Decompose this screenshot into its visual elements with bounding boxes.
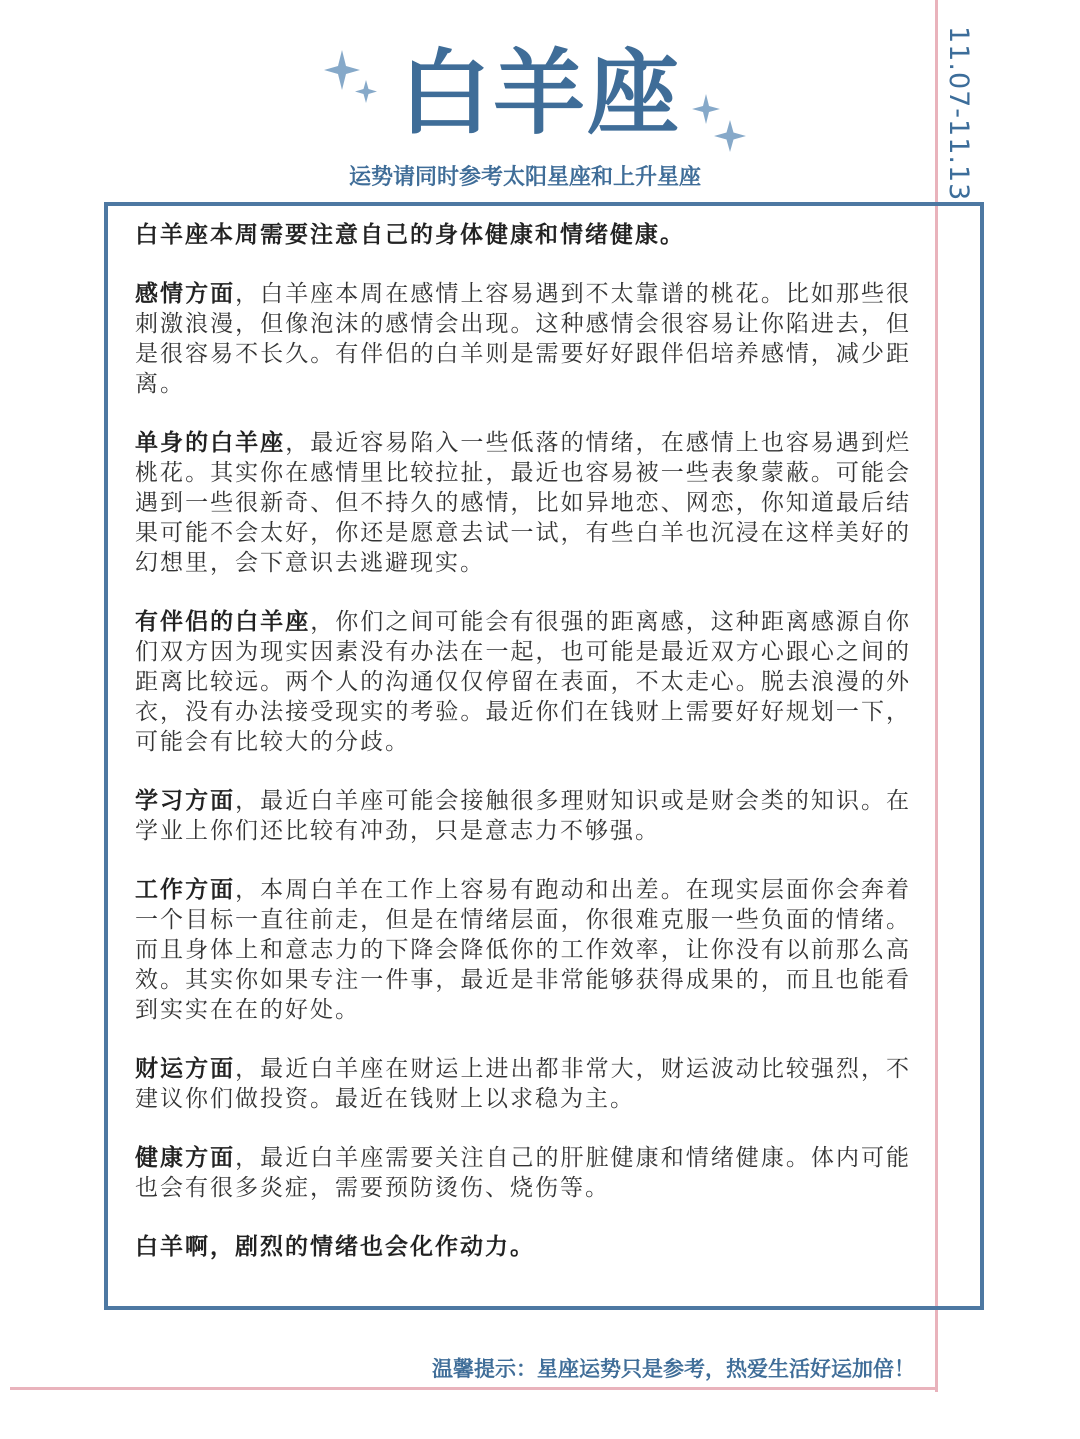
pink-horizontal-line xyxy=(10,1387,938,1390)
section-text: ，最近白羊座可能会接触很多理财知识或是财会类的知识。在学业上你们还比较有冲劲，只是意志力不够强。 xyxy=(135,788,912,844)
section-text: ，最近白羊座在财运上进出都非常大，财运波动比较强烈，不建议你们做投资。最近在钱财上以求稳为主。 xyxy=(135,1056,912,1112)
page-title: 白羊座 xyxy=(398,40,681,147)
sparkle-icon-right xyxy=(690,92,750,158)
section-text: ，最近白羊座需要关注自己的肝脏健康和情绪健康。体内可能也会有很多炎症，需要预防烫伤、烧伤等。 xyxy=(135,1145,912,1201)
section-text: ，本周白羊在工作上容易有跑动和出差。在现实层面你会奔着一个目标一直往前走，但是在情绪层面，你很难克服一些负面的情绪。而且身体上和意志力的下降会降低你的工作效率，让你没有以前那么高效。其实你如果专注一件事，最近是非常能够获得成果的，而且也能看到实实在在的好处。 xyxy=(135,877,912,1023)
section-heading: 单身的白羊座 xyxy=(135,430,286,456)
section-single xyxy=(135,428,911,578)
section-heading: 有伴侣的白羊座 xyxy=(135,609,311,635)
section-text: ，你们之间可能会有很强的距离感，这种距离感源自你们双方因为现实因素没有办法在一起，也可能是最近双方心跟心之间的距离比较远。两个人的沟通仅仅停留在表面，不太走心。脱去浪漫的外衣，没有办法接受现实的考验。最近你们在钱财上需要好好规划一下，可能会有比较大的分歧。 xyxy=(135,609,912,755)
intro-text: 白羊座本周需要注意自己的身体健康和情绪健康。 xyxy=(135,222,685,248)
section-heading: 健康方面 xyxy=(135,1145,236,1171)
section-study xyxy=(135,786,911,846)
footer-tip: 温馨提示：星座运势只是参考，热爱生活好运加倍！ xyxy=(432,1357,915,1381)
sparkle-icon-left xyxy=(322,48,382,108)
subtitle: 运势请同时参考太阳星座和上升星座 xyxy=(348,165,701,190)
section-heading: 感情方面 xyxy=(135,281,236,307)
section-text: ，白羊座本周在感情上容易遇到不太靠谱的桃花。比如那些很刺激浪漫，但像泡沫的感情会出现。这种感情会很容易让你陷进去，但是很容易不长久。有伴侣的白羊则是需要好好跟伴侣培养感情，减少距离。 xyxy=(135,281,912,397)
date-range: 11.07-11.13 xyxy=(943,26,974,202)
closing-text: 白羊啊，剧烈的情绪也会化作动力。 xyxy=(135,1234,535,1260)
section-health xyxy=(135,1143,911,1203)
section-heading: 学习方面 xyxy=(135,788,236,814)
section-wealth xyxy=(135,1054,911,1114)
section-love xyxy=(135,279,911,399)
horoscope-content xyxy=(135,220,911,1291)
section-partnered xyxy=(135,607,911,757)
section-heading: 财运方面 xyxy=(135,1056,236,1082)
section-work xyxy=(135,875,911,1025)
section-heading: 工作方面 xyxy=(135,877,236,903)
section-text: ，最近容易陷入一些低落的情绪，在感情上也容易遇到烂桃花。其实你在感情里比较拉扯，最近也容易被一些表象蒙蔽。可能会遇到一些很新奇、但不持久的感情，比如异地恋、网恋，你知道最后结果可能不会太好，你还是愿意去试一试，有些白羊也沉浸在这样美好的幻想里，会下意识去逃避现实。 xyxy=(135,430,912,576)
